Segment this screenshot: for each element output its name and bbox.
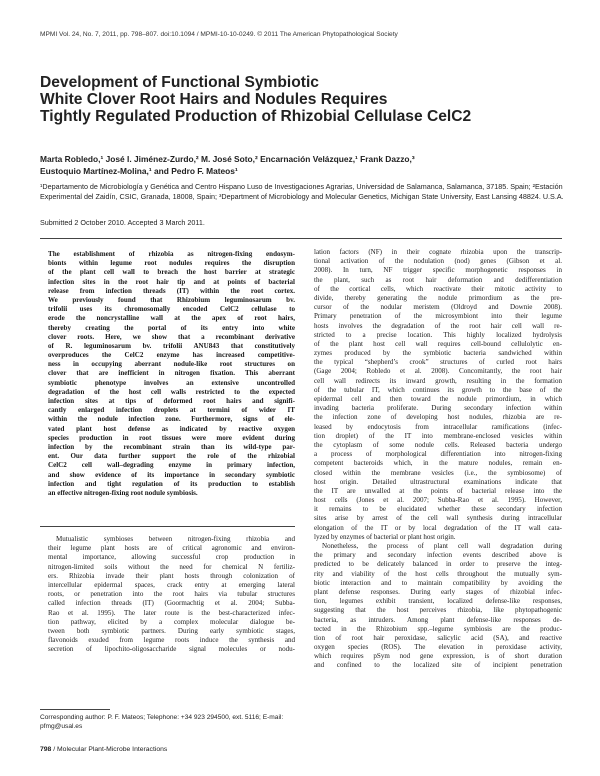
text-line: and show evidence of its importance in secondary symbiotic: [48, 470, 295, 479]
text-line: degradation of the host cell walls restricted to the expected: [48, 387, 295, 396]
journal-header: MPMI Vol. 24, No. 7, 2011, pp. 798–807. doi:10.1094 / MPMI-10-10-0249. © 2011 The American Phytopathological Society: [40, 31, 398, 38]
text-line: ness in occupying aberrant nodule-like root structures on: [48, 360, 295, 369]
text-line: which requires pSym nod gene expression, is of short duration: [314, 652, 562, 661]
text-line: oxygen species (ROS). The elevation in peroxidase activity,: [314, 643, 562, 652]
text-line: a process of morphological differentiation into nitrogen-fixing: [314, 450, 562, 459]
text-line: predicted to be delicately balanced in order to preserve the integ-: [314, 560, 562, 569]
text-line: host cells (Jones et al. 2007; Subba-Rao et al. 1995). However,: [314, 496, 562, 505]
text-line: the infection zone of developing host nodules, rhizobia are re-: [314, 413, 562, 422]
text-line: the plant, such as root hair deformation and dedifferentiation: [314, 275, 562, 284]
text-line: of the plant cell wall to breach the host barrier at strategic: [48, 268, 295, 277]
text-line: symbiotic phenotype involves an extensive uncontrolled: [48, 378, 295, 387]
text-line: ent. Our data further support the role of the rhizobial: [48, 452, 295, 461]
text-line: biotic interaction and to maintain compatibility by avoiding the: [314, 578, 562, 587]
text-line: flavonoids exuded from legume roots induce the synthesis and: [48, 636, 295, 645]
text-line: We previously found that Rhizobium leguminosarum bv.: [48, 295, 295, 304]
text-line: competent bacteroids which, in the mature nodules, remain en-: [314, 459, 562, 468]
text-line: of the cortical cells, which reactivate their mitotic activity to: [314, 284, 562, 293]
introduction-text: [48, 535, 295, 654]
corresponding-author-footnote: Corresponding author: P. F. Mateos; Telephone: +34 923 294500, ext. 5116; E-mail: pfmg@usal.es: [40, 714, 284, 730]
text-line: the cytoplasm of some nodule cells. Released bacteria undergo: [314, 440, 562, 449]
text-line: erode the noncrystalline wall at the apex of root hairs,: [48, 314, 295, 323]
author-list: [40, 154, 580, 177]
right-column-text: [314, 248, 562, 671]
submission-dates: Submitted 2 October 2010. Accepted 3 March 2011.: [40, 218, 205, 227]
text-line: clover that are inefficient in nitrogen fixation. This aberrant: [48, 369, 295, 378]
text-line: host origin. Detailed ultrastructural examinations indicate that: [314, 477, 562, 486]
text-line: tion of root hair peroxidase, salicylic acid (SA), and reactive: [314, 633, 562, 642]
text-line: Nonetheless, the process of plant cell wall degradation during: [322, 542, 562, 550]
text-line: cantly enlarged infection droplets at termini of wider IT: [48, 406, 295, 415]
text-line: of R. leguminosarum bv. trifolii ANU843 that constitutively: [48, 341, 295, 350]
text-line: tween both symbiotic partners. During early symbiotic stages,: [48, 626, 295, 635]
text-line: Primary penetration of the microsymbiont into their legume: [314, 312, 562, 321]
text-line: the primary and secondary infection events described above is: [314, 551, 562, 560]
text-line: overproduces the CelC2 enzyme has increased competitive-: [48, 351, 295, 360]
text-line: release from infection threads (IT) within the root cortex.: [48, 286, 295, 295]
text-line: lation factors (NF) in their cognate rhizobia upon the transcrip-: [314, 248, 562, 256]
header-divider: [40, 238, 562, 239]
affiliations: ¹Departamento de Microbiología y Genética and Centro Hispano Luso de Investigaciones Agrarias, Universidad de Salamanca, Salamanca, 37185. Spain; ²Estación Experimental del Zaidín, CSIC, Granada, 18008, Spain; ³Department of Microbiology and Molecular Genetics, Michigan State University, East Lansing 48824. U.S.A.: [40, 182, 564, 202]
text-line: mental importance, allowing successful crop production in: [48, 553, 295, 562]
text-line: rity and viability of the host cells throughout the mutually sym-: [314, 569, 562, 578]
page-number: 798: [40, 746, 52, 753]
text-line: plant defense responses. During early stages of rhizobial infec-: [314, 587, 562, 596]
abstract-divider: [40, 526, 295, 527]
text-line: an effective nitrogen-fixing root nodule symbiosis.: [48, 488, 198, 497]
title-line: Development of Functional Symbiotic: [40, 74, 319, 91]
text-line: zymes produced by the symbiotic bacteria sandwiched within: [314, 349, 562, 358]
text-line: intercellular epidermal spaces, crack entry at emerging lateral: [48, 580, 295, 589]
text-line: ers. Rhizobia invade their plant hosts through colonization of: [48, 571, 295, 580]
text-line: cell wall redirects its inward growth, resulting in the formation: [314, 376, 562, 385]
article-title: [40, 74, 580, 126]
text-line: elongation of the IT or by local degradation of the IT wall cata-: [314, 523, 562, 532]
abstract: [48, 250, 295, 498]
text-line: closed within the membrane vesicles (i.e., the symbiosome) of: [314, 468, 562, 477]
author-line: Marta Robledo,¹ José I. Jiménez-Zurdo,² M. José Soto,² Encarnación Velázquez,¹ Frank Dazzo,³: [40, 154, 415, 164]
text-line: infection sites at tips of deformed root hairs and signifi-: [48, 397, 295, 405]
text-line: secretion of lipochito-oligosaccharide signal molecules or nodu-: [48, 645, 295, 654]
text-line: lyzed by enzymes of bacterial or plant host origin.: [314, 532, 456, 541]
text-line: clover roots. Here, we show that a recombinant derivative: [48, 332, 295, 341]
text-line: tected in the Rhizobium spp.–legume symbiosis are the produc-: [314, 624, 562, 633]
title-line: Tightly Regulated Production of Rhizobial Cellulase CelC2: [40, 108, 472, 126]
text-line: (Gage 2004; Robledo et al. 2008). Concomitantly, the root hair: [314, 367, 562, 376]
text-line: bacteria, as intruders. Among plant defense-like responses de-: [314, 615, 562, 624]
text-line: stricted to a precise location. This highly localized hydrolysis: [314, 330, 562, 339]
text-line: trifolii uses its chromosomally encoded CelC2 cellulase to: [48, 305, 295, 314]
text-line: tion, legumes exhibit transient, localized defense-like responses,: [314, 597, 562, 606]
text-line: the typical “shepherd’s crook” structures of curled root hairs: [314, 358, 562, 367]
page-footer: [40, 746, 167, 753]
text-line: their legume plant hosts are of critical agronomic and environ-: [48, 544, 295, 553]
text-line: hosts involves the degradation of the root hair cell wall re-: [314, 321, 562, 330]
text-line: the IT are unwalled at the points of bacterial release into the: [314, 486, 562, 495]
text-line: called infection threads (IT) (Goormachtig et al. 2004; Subba-: [48, 599, 295, 608]
text-line: vated plant host defense as indicated by reactive oxygen: [48, 424, 295, 433]
text-line: and confined to the localized site of incipient penetration: [314, 661, 562, 670]
title-line: White Clover Root Hairs and Nodules Requires: [40, 91, 388, 109]
text-line: tional activation of the nodulation (nod) genes (Gibson et al.: [314, 257, 562, 266]
text-line: within the nodule infection zone. Furthermore, signs of ele-: [48, 415, 295, 424]
text-line: thereby creating the portal of its entry into white: [48, 323, 295, 332]
text-line: divide, thereby generating the nodule primordium as the pre-: [314, 293, 562, 302]
text-line: The establishment of rhizobia as nitrogen-fixing endosym-: [48, 250, 295, 258]
text-line: infection by the recombinant strain than its wild-type par-: [48, 442, 295, 451]
journal-name: / Molecular Plant-Microbe Interactions: [51, 746, 168, 753]
author-line: Eustoquio Martínez-Molina,¹ and Pedro F. Mateos¹: [40, 165, 238, 176]
text-line: of the plant host cell wall requires cell-bound cellulolytic en-: [314, 339, 562, 348]
text-line: leased by endocytosis from intracellular ramifications (infec-: [314, 422, 562, 431]
text-line: infection sites in the root hair tip and at points of bacterial: [48, 277, 295, 286]
text-line: epidermal cell and then toward the nodule primordium, in which: [314, 395, 562, 403]
text-line: species production in root tissues were more evident during: [48, 433, 295, 442]
text-line: tion droplet) of the IT into membrane-enclosed vesicles within: [314, 431, 562, 440]
footnote-divider: [40, 709, 110, 710]
text-line: invading bacteria proliferate. During secondary infection within: [314, 404, 562, 413]
text-line: of the tubular IT, which continues its growth to the base of the: [314, 385, 562, 394]
text-line: CelC2 cell wall–degrading enzyme in primary infection,: [48, 461, 295, 470]
text-line: cursor of the nodular meristem (Oldroyd and Downie 2008).: [314, 303, 562, 312]
text-line: nitrogen-limited soils without the need for chemical N fertiliz-: [48, 562, 295, 571]
text-line: infection and tight regulation of its production to establish: [48, 479, 295, 488]
text-line: tion pathway, elicited by a complex molecular dialogue be-: [48, 617, 295, 626]
text-line: suggesting that the host perceives rhizobia, like phytopathogenic: [314, 606, 562, 615]
text-line: roots, or penetration into the root hairs via tubular structures: [48, 590, 295, 599]
text-line: it remains to be elucidated whether these secondary infection: [314, 505, 562, 514]
text-line: sites arise by arrest of the cell wall synthesis during intracellular: [314, 514, 562, 523]
text-line: Rao et al. 1995). The later route is the best-characterized infec-: [48, 608, 295, 617]
text-line: Mutualistic symbioses between nitrogen-fixing rhizobia and: [56, 535, 295, 543]
text-line: 2008). In turn, NF trigger specific morphogenetic responses in: [314, 266, 562, 275]
text-line: bionts within legume root nodules requires the disruption: [48, 259, 295, 268]
